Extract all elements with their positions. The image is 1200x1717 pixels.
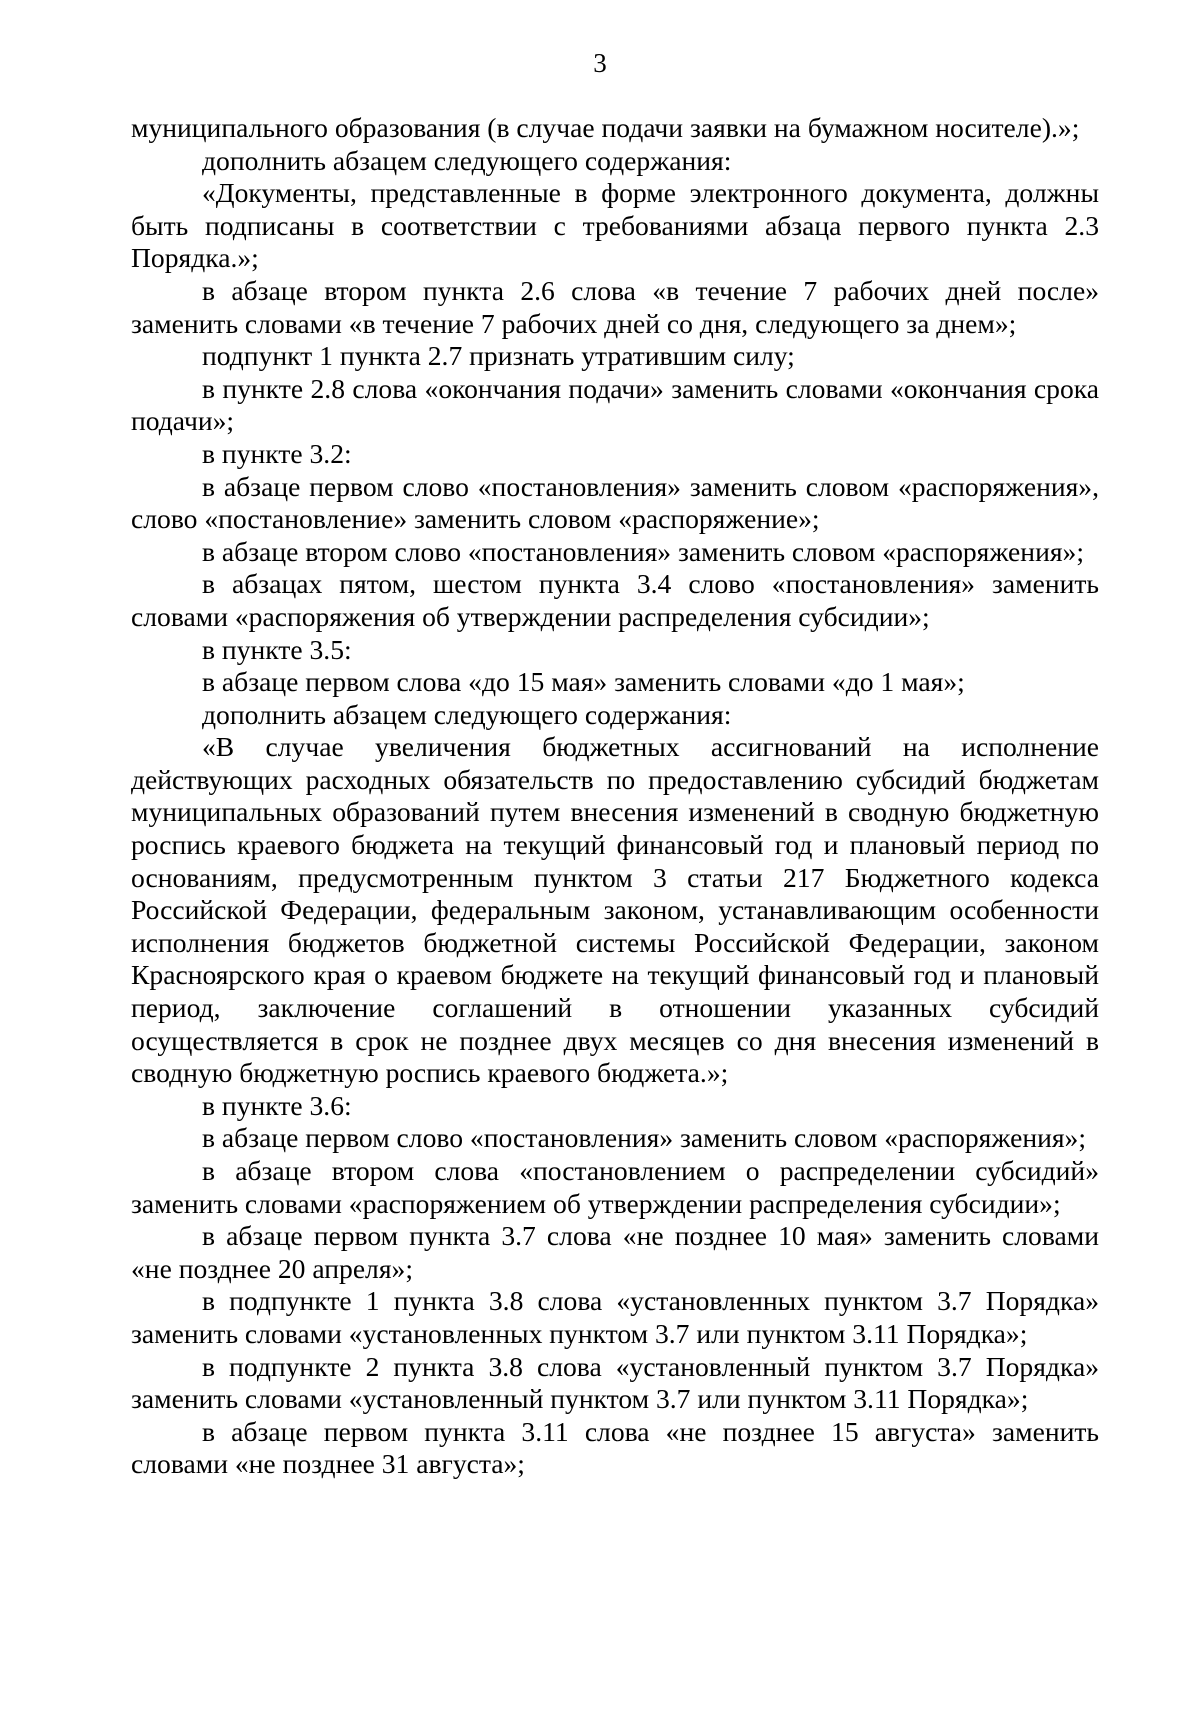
paragraph: дополнить абзацем следующего содержания: <box>202 144 732 176</box>
paragraph: «В случае увеличения бюджетных ассигнований на исполнение действующих расходных обязательств по предоставлению субсидий бюджетам муниципальных образований путем внесения изменений в сводную бюджетную роспись краевого бюджета на текущий финансовый год и плановый период по основаниям, предусмотренным пунктом 3 статьи 217 Бюджетного кодекса Российской Федерации, федеральным законом, устанавливающим особенности исполнения бюджетов бюджетной системы Российской Федерации, законом Красноярского края о краевом бюджете на текущий финансовый год и плановый период, заключение соглашений в отношении указанных субсидий осуществляется в срок не позднее двух месяцев со дня внесения изменений в сводную бюджетную роспись краевого бюджета.»; <box>131 731 1099 1089</box>
paragraph: в абзаце втором пункта 2.6 слова «в течение 7 рабочих дней после» заменить словами «в течение 7 рабочих дней со дня, следующего за днем»; <box>131 274 1099 339</box>
paragraph: дополнить абзацем следующего содержания: <box>202 698 732 730</box>
paragraph: в абзаце втором слова «постановлением о распределении субсидий» заменить словами «распоряжением об утверждении распределения субсидии»; <box>131 1155 1099 1219</box>
paragraph: в абзаце втором слово «постановления» заменить словом «распоряжения»; <box>202 535 1084 567</box>
paragraph: в абзаце первом слова «до 15 мая» заменить словами «до 1 мая»; <box>202 666 965 698</box>
page-number: 3 <box>593 48 607 78</box>
paragraph: в абзаце первом пункта 3.11 слова «не позднее 15 августа» заменить словами «не позднее 31 августа»; <box>131 1415 1099 1480</box>
paragraph: в абзаце первом слово «постановления» заменить словом «распоряжения», слово «постановление» заменить словом «распоряжение»; <box>131 470 1099 535</box>
paragraph: в пункте 3.5: <box>202 633 352 665</box>
paragraph: в пункте 3.6: <box>202 1089 352 1121</box>
paragraph: подпункт 1 пункта 2.7 признать утратившим силу; <box>202 340 795 372</box>
paragraph: в абзаце первом слово «постановления» заменить словом «распоряжения»; <box>202 1122 1087 1154</box>
paragraph: муниципального образования (в случае подачи заявки на бумажном носителе).»; <box>131 112 1080 143</box>
paragraph: в пункте 2.8 слова «окончания подачи» заменить словами «окончания срока подачи»; <box>131 372 1099 437</box>
paragraph: в абзаце первом пункта 3.7 слова «не позднее 10 мая» заменить словами «не позднее 20 апреля»; <box>131 1220 1099 1284</box>
paragraph: в пункте 3.2: <box>202 437 352 469</box>
paragraph: в подпункте 1 пункта 3.8 слова «установленных пунктом 3.7 Порядка» заменить словами «установленных пунктом 3.7 или пунктом 3.11 Порядка»; <box>131 1285 1099 1349</box>
paragraph: в подпункте 2 пункта 3.8 слова «установленный пунктом 3.7 Порядка» заменить словами «установленный пунктом 3.7 или пунктом 3.11 Порядка»; <box>131 1350 1099 1415</box>
paragraph: в абзацах пятом, шестом пункта 3.4 слово «постановления» заменить словами «распоряжения об утверждении распределения субсидии»; <box>131 568 1099 632</box>
document-body <box>131 112 1099 1481</box>
paragraph: «Документы, представленные в форме электронного документа, должны быть подписаны в соответствии с требованиями абзаца первого пункта 2.3 Порядка.»; <box>131 177 1099 274</box>
